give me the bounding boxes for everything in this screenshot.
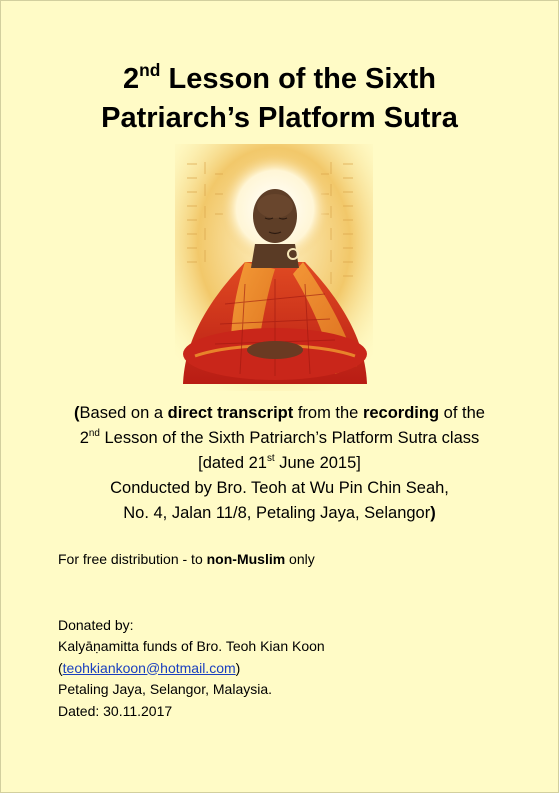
donation-location: Petaling Jaya, Selangor, Malaysia. <box>58 681 273 697</box>
title-line-1: 2nd Lesson of the Sixth <box>123 60 436 95</box>
intro-conducted-line: Conducted by Bro. Teoh at Wu Pin Chin Seah, <box>110 479 449 497</box>
donated-by-label: Donated by: <box>58 616 134 633</box>
email-line: (teohkiankoon@hotmail.com) <box>58 659 241 676</box>
document-date: Dated: 30.11.2017 <box>58 702 173 719</box>
intro-line-1: (Based on a direct transcript from the recording of the <box>74 404 485 422</box>
distribution-and-donation <box>58 549 528 722</box>
intro-date-line: [dated 21st June 2015] <box>198 453 361 472</box>
title-line-2: Patriarch’s Platform Sutra <box>101 102 458 134</box>
intro-line-2: 2nd Lesson of the Sixth Patriarch’s Platform Sutra class <box>79 428 480 447</box>
email-link[interactable]: teohkiankoon@hotmail.com <box>62 659 236 676</box>
distribution-notice: For free distribution - to non-Muslim only <box>58 551 315 567</box>
intro-address-line: No. 4, Jalan 11/8, Petaling Jaya, Selangor) <box>123 504 436 522</box>
lecture-description <box>1 401 558 526</box>
donation-funds: Kalyāṇamitta funds of Bro. Teoh Kian Koon <box>58 638 325 654</box>
sixth-patriarch-image <box>175 144 373 391</box>
page-title <box>1 60 558 138</box>
